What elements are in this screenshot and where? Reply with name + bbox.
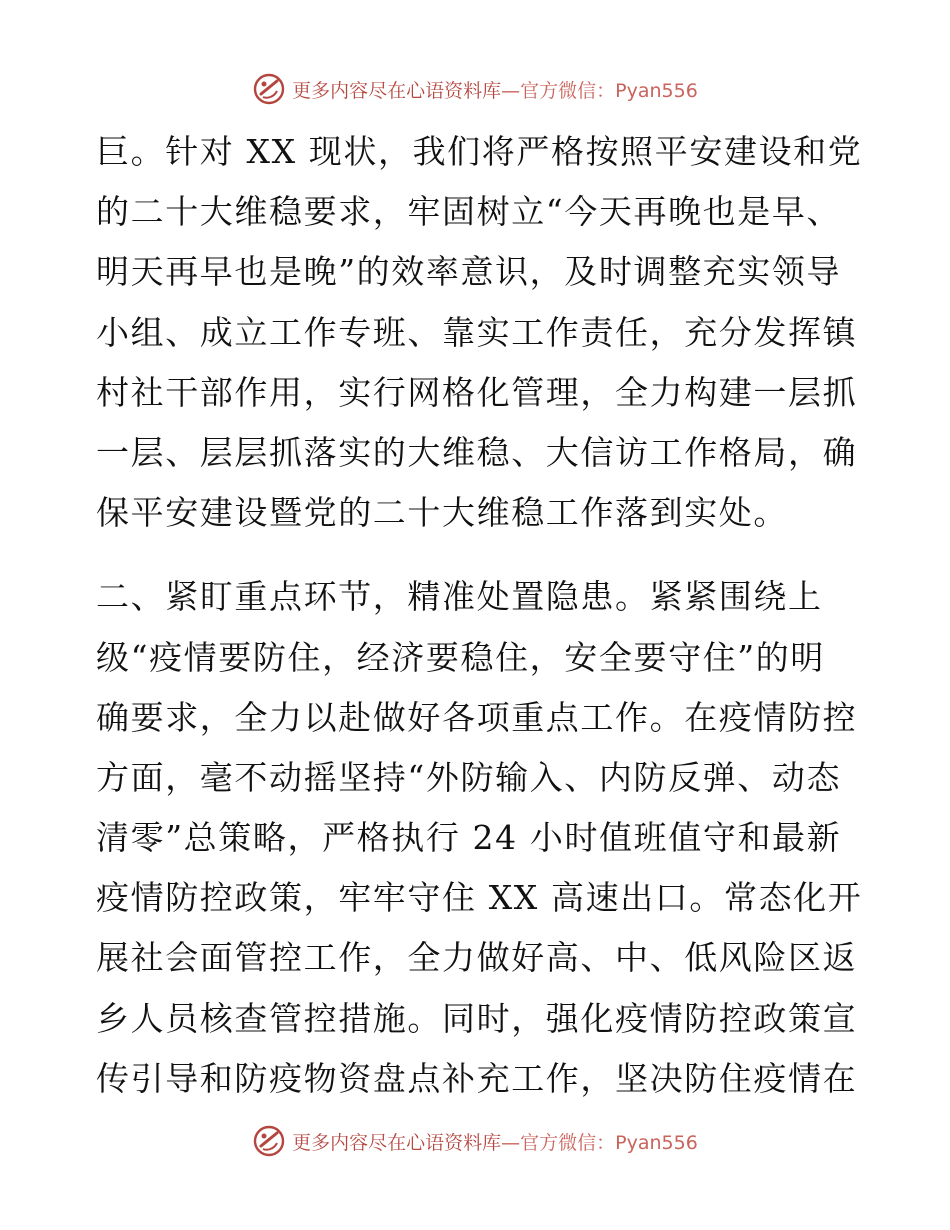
- paragraph-2: [96, 567, 863, 1109]
- text-line: 展社会面管控工作，全力做好高、中、低风险区返: [96, 938, 858, 978]
- text-line: 级“疫情要防住，经济要稳住，安全要守住”的明: [96, 637, 825, 677]
- text-line: 疫情防控政策，牢牢守住 XX 高速出口。常态化开: [96, 878, 863, 918]
- text-line: 确要求，全力以赴做好各项重点工作。在疫情防控: [96, 697, 858, 737]
- text-line: 保平安建设暨党的二十大维稳工作落到实处。: [96, 493, 788, 533]
- text-line: 的二十大维稳要求，牢固树立“今天再晚也是早、: [96, 192, 842, 232]
- watermark-main-text: 更多内容尽在心语资料库: [292, 79, 502, 102]
- watermark-contact-text: —官方微信：Pyan556: [501, 1131, 698, 1154]
- watermark-text: [292, 1128, 698, 1155]
- paragraph-1: [96, 122, 863, 543]
- text-line: 村社干部作用，实行网格化管理，全力构建一层抓: [96, 372, 858, 412]
- text-line: 小组、成立工作专班、靠实工作责任，充分发挥镇: [96, 312, 858, 352]
- brand-logo-icon: [252, 72, 286, 106]
- text-line: 清零”总策略，严格执行 24 小时值班值守和最新: [96, 818, 842, 858]
- text-line: 乡人员核查管控措施。同时，强化疫情防控政策宣: [96, 998, 858, 1038]
- text-line: 方面，毫不动摇坚持“外防输入、内防反弹、动态: [96, 757, 842, 797]
- text-line: 明天再早也是晚”的效率意识，及时调整充实领导: [96, 252, 842, 292]
- header-watermark: [0, 72, 950, 106]
- text-line: 二、紧盯重点环节，精准处置隐患。紧紧围绕上: [96, 577, 823, 617]
- watermark-text: [292, 76, 698, 103]
- document-body: [96, 122, 863, 1109]
- brand-logo-icon: [252, 1124, 286, 1158]
- watermark-contact-text: —官方微信：Pyan556: [501, 79, 698, 102]
- text-line: 一层、层层抓落实的大维稳、大信访工作格局，确: [96, 432, 858, 472]
- text-line: 巨。针对 XX 现状，我们将严格按照平安建设和党: [96, 132, 863, 171]
- watermark-main-text: 更多内容尽在心语资料库: [292, 1131, 502, 1154]
- text-line: 传引导和防疫物资盘点补充工作，坚决防住疫情在: [96, 1058, 858, 1098]
- footer-watermark: [0, 1124, 950, 1158]
